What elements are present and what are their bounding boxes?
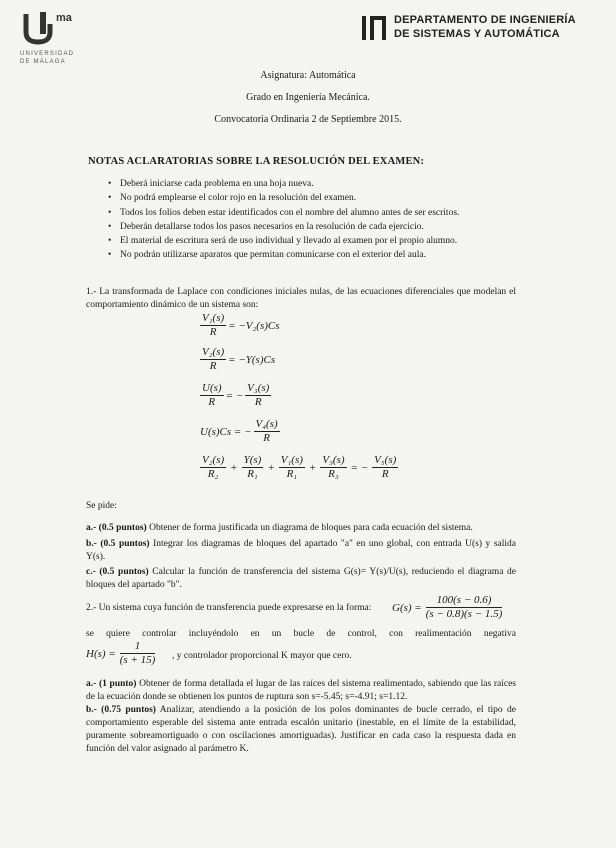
plus-sign: + — [267, 461, 275, 474]
department-logo-icon — [360, 14, 390, 42]
eq2-denominator: R — [209, 360, 217, 372]
part-a-text: Obtener de forma justificada un diagrama de bloques para cada ecuación del sistema. — [146, 523, 473, 533]
problem2-part-a — [86, 678, 516, 704]
part-b-text: Integrar los diagramas de bloques del apartado "a" en uno global, con entrada U(s) y salida Y(s). — [86, 539, 516, 562]
eq5-term4-numerator: V₃(s) — [322, 454, 345, 466]
problem1-ask: Se pide: — [86, 501, 117, 511]
equation-3 — [200, 382, 271, 409]
notes-list — [108, 177, 459, 263]
department-name — [394, 13, 576, 41]
part-b-label: b.- (0.5 puntos) — [86, 539, 150, 549]
eq2-numerator: V₂(s) — [202, 346, 225, 358]
problem1-part-a — [86, 522, 516, 535]
university-logo-icon — [22, 10, 54, 46]
exam-call: Convocatoria Ordinaria 2 de Septiembre 2015. — [214, 114, 402, 125]
part-c-label: c.- (0.5 puntos) — [86, 567, 149, 577]
eq1-denominator: R — [209, 326, 217, 338]
eq3-rhs-denominator: R — [254, 396, 262, 408]
note-item: • Todos los folios deben estar identificados con el nombre del alumno antes de ser escritos. — [108, 206, 459, 220]
feedback-function-h — [86, 640, 155, 667]
problem1-intro: 1.- La transformada de Laplace con condiciones iniciales nulas, de las ecuaciones diferenciales que modelan el comportamiento dinámico de un sistema son: — [86, 287, 516, 310]
problem1-part-b — [86, 538, 516, 564]
h-denominator: (s + 15) — [119, 654, 156, 666]
g-denominator: (s − 0.8)(s − 1.5) — [425, 608, 503, 620]
part-a-label: a.- (0.5 puntos) — [86, 523, 147, 533]
part-b-text: Analizar, atendiendo a la posición de los polos dominantes de bucle cerrado, el tipo de comportamiento esperable del sistema ante entrada escalón unitario (inestable, en el límite de la estabilidad, puramente sobreamortiguado o con oscilaciones amortiguadas). Justificar en cada caso la respuesta dada en función del valor asignado al parámetro K. — [86, 705, 516, 754]
eq3-rhs-numerator: V₃(s) — [247, 382, 270, 394]
eq5-term2-denominator: R₁ — [247, 468, 258, 480]
transfer-function-g — [392, 594, 502, 621]
h-numerator: 1 — [120, 640, 156, 654]
eq5-rhs-denominator: R — [381, 468, 389, 480]
equation-5 — [200, 454, 398, 481]
note-item: • Deberá iniciarse cada problema en una hoja nueva. — [108, 177, 459, 191]
equation-1 — [200, 312, 280, 339]
problem2-part-b — [86, 704, 516, 756]
eq1-numerator: V₁(s) — [202, 312, 225, 324]
department-line-1: DEPARTAMENTO DE INGENIERÍA — [394, 14, 576, 26]
h-lhs: H(s) = — [86, 647, 116, 660]
eq3-equals: = − — [225, 389, 244, 402]
eq4-lhs: U(s)Cs = − — [200, 425, 252, 438]
note-item: • Deberán detallarse todos los pasos necesarios en la resolución de cada ejercicio. — [108, 220, 459, 234]
eq5-term2-numerator: Y(s) — [243, 454, 262, 466]
eq5-term1-denominator: R₂ — [207, 468, 219, 480]
plus-sign: + — [308, 461, 317, 474]
notes-title: NOTAS ACLARATORIAS SOBRE LA RESOLUCIÓN DEL EXAMEN: — [88, 156, 425, 167]
eq5-term4-denominator: R₃ — [328, 468, 339, 480]
eq1-rhs: = −V₂(s)Cs — [228, 319, 280, 332]
part-c-text: Calcular la función de transferencia del sistema G(s)= Y(s)/U(s), reduciendo el diagrama de bloques del apartado "b". — [86, 567, 516, 590]
exam-degree: Grado en Ingeniería Mecánica. — [246, 92, 370, 103]
eq2-rhs: = −Y(s)Cs — [228, 353, 276, 366]
equation-2 — [200, 346, 275, 373]
department-line-2: DE SISTEMAS Y AUTOMÁTICA — [394, 28, 560, 40]
note-item: • No podrá emplearse el color rojo en la resolución del examen. — [108, 191, 459, 205]
g-lhs: G(s) = — [392, 601, 422, 614]
eq4-denominator: R — [263, 432, 270, 444]
logo-university-text: UNIVERSIDAD DE MÁLAGA — [20, 51, 75, 65]
eq3-denominator: R — [208, 396, 216, 408]
exam-subject: Asignatura: Automática — [260, 70, 356, 81]
eq5-term1-numerator: V₂(s) — [202, 454, 225, 466]
note-item: • No podrán utilizarse aparatos que permitan comunicarse con el exterior del aula. — [108, 248, 459, 262]
plus-sign: + — [230, 461, 238, 474]
part-b-label: b.- (0.75 puntos) — [86, 705, 156, 715]
eq5-term3-denominator: R₁ — [286, 468, 298, 480]
g-numerator: 100(s − 0.6) — [426, 594, 503, 608]
note-item: • El material de escritura será de uso individual y llevado al examen por el propio alumno. — [108, 234, 459, 248]
part-a-text: Obtener de forma detallada el lugar de las raíces del sistema realimentado, sabiendo que las raíces de la ecuación donde se obtienen los puntos de ruptura son s=-5.45; s=-4.91; s=1.12. — [86, 679, 516, 702]
problem2-controller-text: , y controlador proporcional K mayor que cero. — [172, 651, 352, 661]
eq5-equals: = − — [350, 461, 369, 474]
eq5-rhs-numerator: V₅(s) — [374, 454, 397, 466]
eq4-numerator: V₄(s) — [255, 418, 278, 430]
equation-4 — [200, 418, 280, 445]
problem2-line2: se quiere controlar incluyéndolo en un bucle de control, con realimentación negativa — [86, 629, 516, 639]
eq5-term3-numerator: V₁(s) — [280, 454, 303, 466]
eq3-numerator: U(s) — [202, 382, 222, 394]
problem2-intro: 2.- Un sistema cuya función de transferencia puede expresarse en la forma: — [86, 603, 372, 613]
logo-mark: ma — [56, 12, 72, 24]
problem1-part-c — [86, 566, 516, 592]
part-a-label: a.- (1 punto) — [86, 679, 137, 689]
